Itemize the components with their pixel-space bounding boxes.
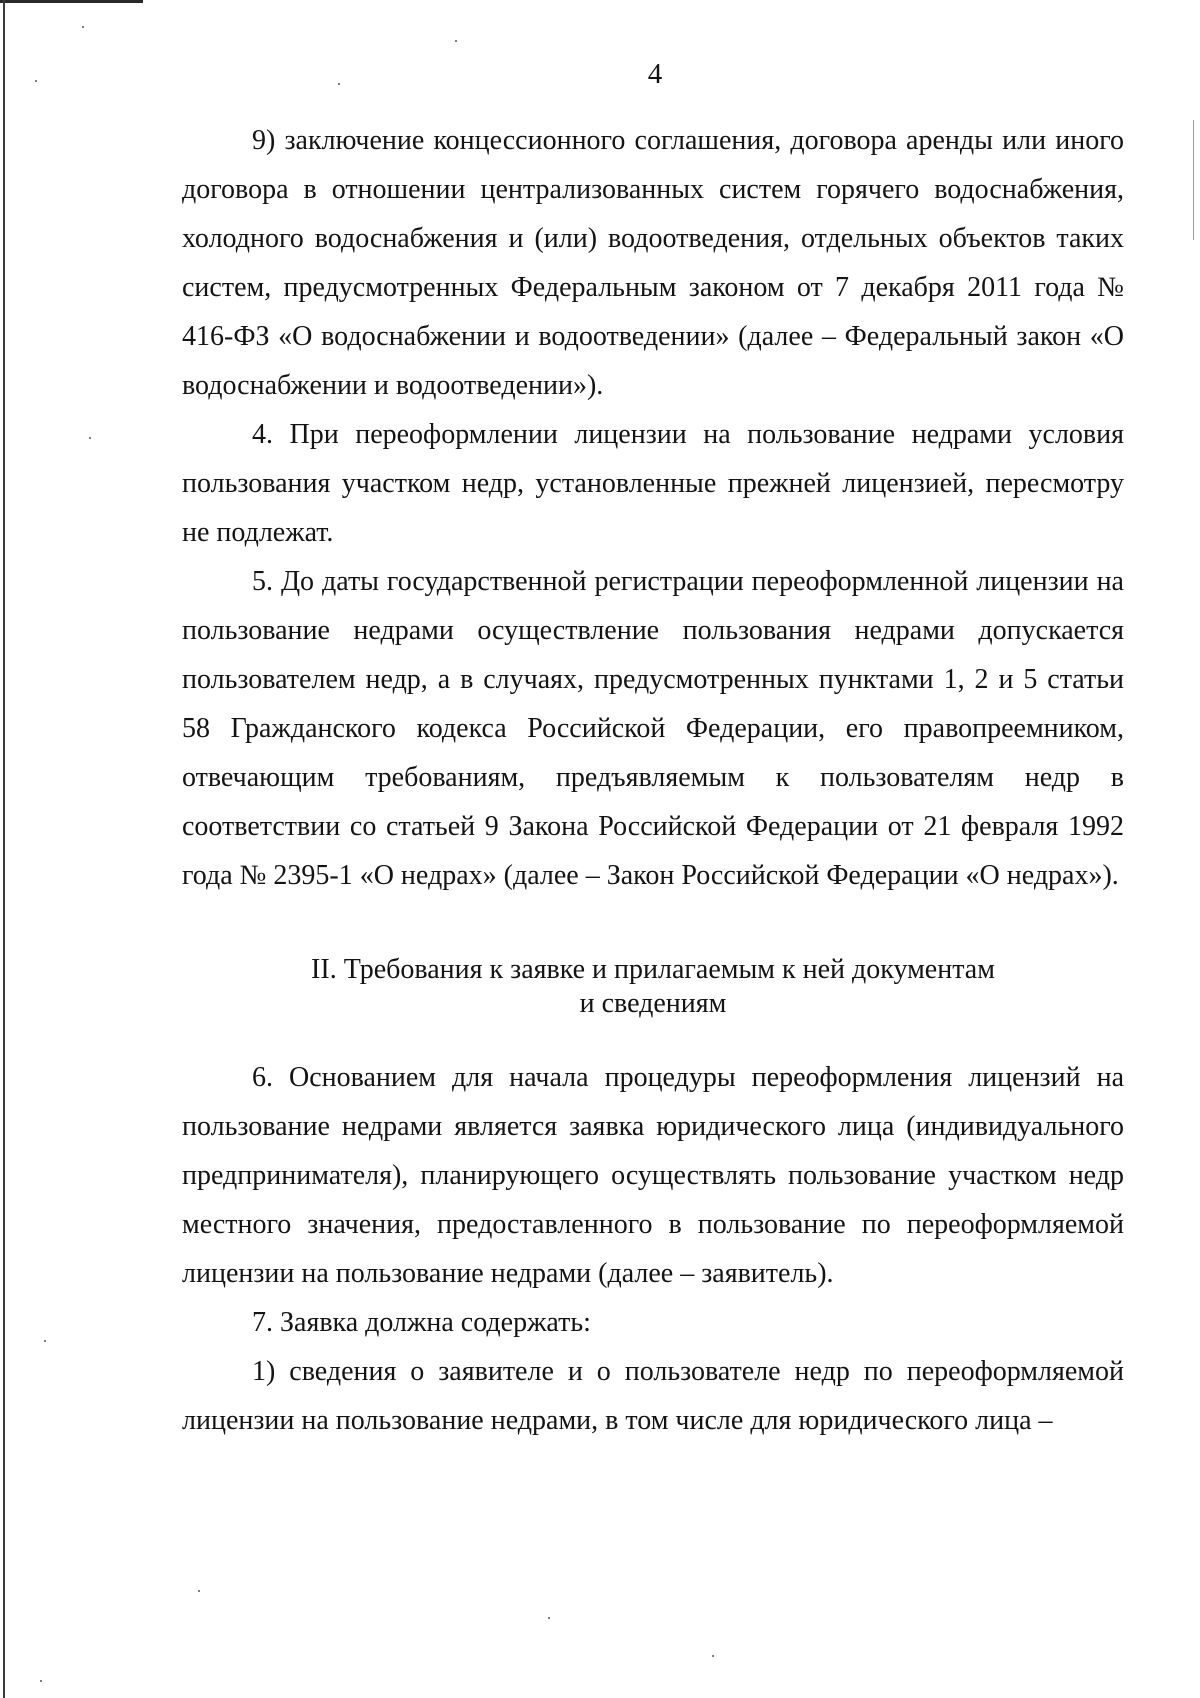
section-heading [182, 953, 1124, 1021]
scan-edge-left [3, 0, 5, 1698]
scan-speck [44, 1340, 46, 1342]
scan-speck [198, 1590, 200, 1592]
scan-edge-top [0, 0, 143, 3]
section-heading-line-2: и сведениям [579, 988, 727, 1019]
scan-speck [548, 1617, 550, 1619]
scan-speck [712, 1655, 714, 1657]
paragraph-5: 5. До даты государственной регистрации переоформленной лицензии на пользование недрами осуществление пользования недрами допускается пользователем недр, а в случаях, предусмотренных пунктами 1, 2 и 5 статьи 58 Гражданского кодекса Российской Федерации, его правопреемником, отвечающим требованиям, предъявляемым к пользователям недр в соответствии со статьей 9 Закона Российской Федерации от 21 февраля 1992 года № 2395-1 «О недрах» (далее – Закон Российской Федерации «О недрах»). [182, 566, 1124, 891]
scan-speck [82, 26, 84, 28]
scan-speck [455, 40, 457, 42]
paragraph-7: 7. Заявка должна содержать: [252, 1307, 591, 1338]
scan-speck [40, 1680, 42, 1682]
paragraph-6: 6. Основанием для начала процедуры переоформления лицензий на пользование недрами является заявка юридического лица (индивидуального предпринимателя), планирующего осуществлять пользование участком недр местного значения, предоставленного в пользование по переоформляемой лицензии на пользование недрами (далее – заявитель). [182, 1062, 1124, 1289]
document-body [182, 116, 1124, 1445]
section-heading-line-1: II. Требования к заявке и прилагаемым к ней документам [311, 954, 995, 985]
paragraph-7-item-1: 1) сведения о заявителе и о пользователе недр по переоформляемой лицензии на пользование недрами, в том числе для юридического лица – [182, 1356, 1124, 1436]
page-number: 4 [647, 58, 663, 90]
paragraph-4: 4. При переоформлении лицензии на пользование недрами условия пользования участком недр, установленные прежней лицензией, пересмотру не подлежат. [182, 419, 1124, 548]
paragraph-item-9: 9) заключение концессионного соглашения, договора аренды или иного договора в отношении централизованных систем горячего водоснабжения, холодного водоснабжения и (или) водоотведения, отдельных объектов таких систем, предусмотренных Федеральным законом от 7 декабря 2011 года № 416-ФЗ «О водоснабжении и водоотведении» (далее – Федеральный закон «О водоснабжении и водоотведении»). [182, 125, 1124, 401]
scan-edge-right [1193, 120, 1194, 240]
scan-speck [89, 437, 91, 439]
